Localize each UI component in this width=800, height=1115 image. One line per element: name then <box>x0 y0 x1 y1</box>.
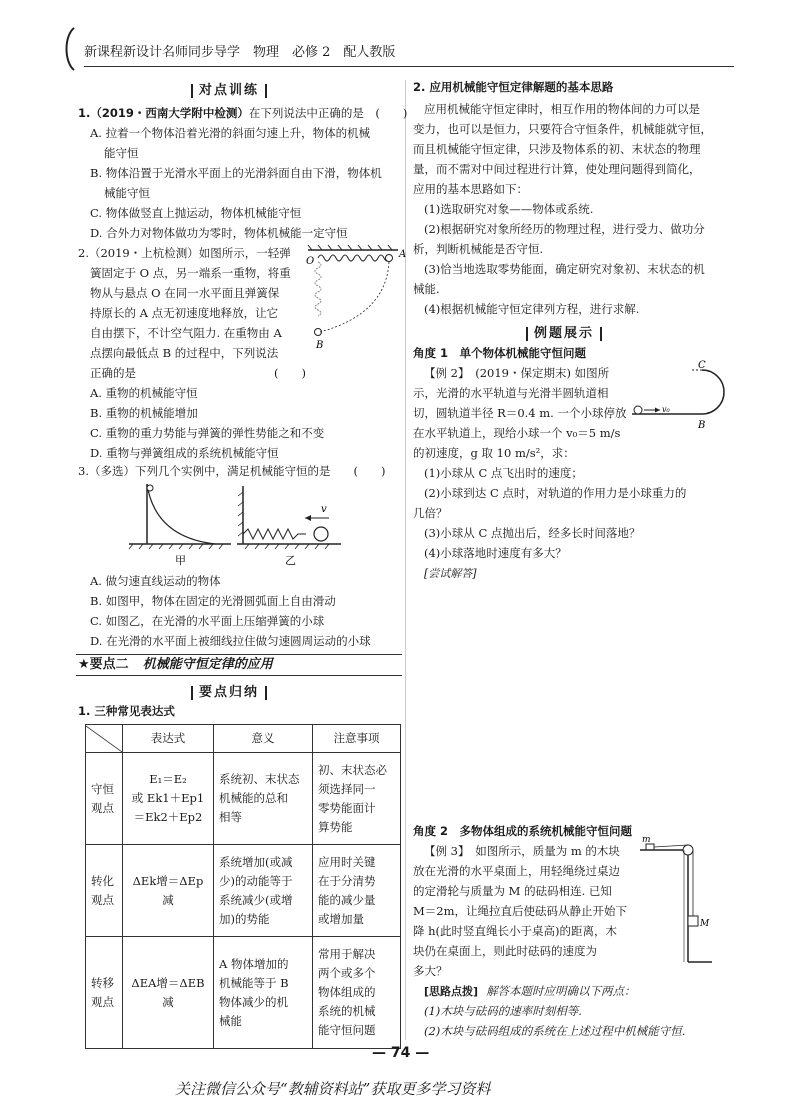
step-3-cont: 械能. <box>413 282 440 296</box>
ex3-line-3: 的定滑轮与质量为 M 的砝码相连. 已知 <box>413 884 612 898</box>
q3-label-jia: 甲 <box>175 554 186 567</box>
table-row-note: 常用于解决 两个或多个 物体组成的 系统的机械 能守恒问题 <box>313 937 401 1049</box>
expression-table <box>85 724 401 1049</box>
ex3-line-5: 降 h(此时竖直绳长小于桌高)的距离，木 <box>413 924 618 938</box>
ex2-question-2-cont: 几倍？ <box>413 506 448 520</box>
section2-title: 2. 应用机械能守恒定律解题的基本思路 <box>413 80 614 94</box>
q1-option-b-cont: 械能守恒 <box>104 186 150 200</box>
summary-heading: 要点归纳 <box>185 681 273 700</box>
table-corner-cell <box>86 725 123 753</box>
table-row-label: 转移 观点 <box>86 937 123 1049</box>
table-row-expr: E₁＝E₂ 或 Ek1＋Ep1 ＝Ek2＋Ep2 <box>123 753 214 845</box>
q1-option-b: B. 物体沿置于光滑水平面上的光滑斜面自由下滑，物体机 <box>90 166 382 180</box>
q2-line-4: 持原长的 A 点无初速度地释放，让它 <box>90 306 279 320</box>
ex3-line-1: 【例 3】 如图所示，质量为 m 的木块 <box>424 844 620 858</box>
step-4: (4)根据机械能守恒定律列方程，进行求解. <box>424 302 640 316</box>
step-2: (2)根据研究对象所经历的物理过程，进行受力、做功分 <box>424 222 705 236</box>
q2-option-d: D. 重物与弹簧组成的系统机械能守恒 <box>90 446 279 460</box>
table-row-meaning: 系统初、末状态 机械能的总和 相等 <box>214 753 313 845</box>
key-point-heading: ★要点二 机械能守恒定律的应用 <box>78 657 273 672</box>
table-row-meaning: 系统增加(或减 少)的动能等于 系统减少(或增 加)的势能 <box>214 845 313 937</box>
ex2-line-4: 在水平轨道上，现给小球一个 v₀＝5 m/s <box>413 426 621 440</box>
ex2-label-b: B <box>698 420 706 431</box>
table-row <box>86 937 401 1049</box>
q1-option-a-cont: 能守恒 <box>104 146 139 160</box>
ex3-label-m: m <box>642 836 651 845</box>
ex2-line-5: 的初速度，g 取 10 m/s²，求： <box>413 446 575 460</box>
q3-option-d: D. 在光滑的水平面上被细线拉住做匀速圆周运动的小球 <box>90 634 371 648</box>
header-bracket-icon <box>60 26 78 72</box>
q2-line-2: 簧固定于 O 点，另一端系一重物，将重 <box>90 266 291 280</box>
ex2-line-3: 切，圆轨道半径 R＝0.4 m. 一个小球停放 <box>413 406 627 420</box>
q3-option-b: B. 如图甲，物体在固定的光滑圆弧面上自由滑动 <box>90 594 336 608</box>
q1-stem: 1.（2019・西南大学附中检测）在下列说法中正确的是 ( ) <box>78 106 408 120</box>
table-row-expr: ΔEA增＝ΔEB减 <box>123 937 214 1049</box>
ex3-label-bigm: M <box>700 919 710 929</box>
para-line-3: 而且机械能守恒定律，只涉及物体系的初、末状态的物理 <box>413 142 701 156</box>
ex3-line-2: 放在光滑的水平桌面上，用轻绳绕过桌边 <box>413 864 620 878</box>
ex2-question-3: (3)小球从 C 点抛出后，经多长时间落地？ <box>424 526 641 540</box>
ex3-line-6: 块仍在桌面上，则此时砝码的速度为 <box>413 944 597 958</box>
ex3-pulley-figure <box>636 836 716 970</box>
table-header-expr: 表达式 <box>123 725 214 753</box>
table-row-label: 守恒 观点 <box>86 753 123 845</box>
q3-figure-jia <box>125 482 235 568</box>
para-line-4: 量，而不需对中间过程进行计算，使处理问题得到简化， <box>413 162 701 176</box>
ex3-line-4: M＝2m，让绳拉直后使砝码从静止开始下 <box>413 904 627 918</box>
step-1: (1)选取研究对象——物体或系统. <box>424 202 594 216</box>
three-forms-title: 1. 三种常见表达式 <box>78 704 175 718</box>
q2-option-a: A. 重物的机械能守恒 <box>90 386 198 400</box>
q3-option-c: C. 如图乙，在光滑的水平面上压缩弹簧的小球 <box>90 614 325 628</box>
table-row-label: 转化 观点 <box>86 845 123 937</box>
q2-label-a: A <box>399 249 407 260</box>
q2-line-1: 2.（2019・上杭检测）如图所示，一轻弹 <box>78 246 291 260</box>
ex2-label-c: C <box>698 360 706 371</box>
angle1-title: 角度 1 单个物体机械能守恒问题 <box>413 346 587 360</box>
ex2-question-4: (4)小球落地时速度有多大？ <box>424 546 567 560</box>
angle2-title: 角度 2 多物体组成的系统机械能守恒问题 <box>413 824 633 838</box>
q1-option-c: C. 物体做竖直上抛运动，物体机械能守恒 <box>90 206 302 220</box>
q3-label-v: v <box>321 504 327 515</box>
table-row <box>86 845 401 937</box>
q2-line-5: 自由摆下，不计空气阻力. 在重物由 A <box>90 326 282 340</box>
q3-stem: 3.（多选）下列几个实例中，满足机械能守恒的是 ( ) <box>78 464 386 478</box>
column-divider <box>405 80 406 1040</box>
q1-option-d: D. 合外力对物体做功为零时，物体机械能一定守恒 <box>90 226 348 240</box>
para-line-1: 应用机械能守恒定律时，相互作用的物体间的力可以是 <box>424 102 700 116</box>
table-row-expr: ΔEk增＝ΔEp减 <box>123 845 214 937</box>
q2-line-7: 正确的是 ( ) <box>90 366 306 380</box>
ex2-question-2: (2)小球到达 C 点时，对轨道的作用力是小球重力的 <box>424 486 687 500</box>
q2-label-o: O <box>306 256 315 267</box>
table-row-note: 初、末状态必 须选择同一 零势能面计 算势能 <box>313 753 401 845</box>
example-heading: 例题展示 <box>520 322 608 341</box>
table-header-note: 注意事项 <box>313 725 401 753</box>
q1-option-a: A. 拉着一个物体沿着光滑的斜面匀速上升，物体的机械 <box>90 126 371 140</box>
table-header-row <box>86 725 401 753</box>
page-number: — 74 — <box>372 1045 430 1061</box>
q3-option-a: A. 做匀速直线运动的物体 <box>90 574 221 588</box>
key-point-rule-bottom <box>76 675 402 676</box>
q3-label-yi: 乙 <box>285 554 296 567</box>
ex3-hint-1: (1)木块与砝码的速率时刻相等. <box>424 1004 582 1018</box>
q2-option-b: B. 重物的机械能增加 <box>90 406 198 420</box>
para-line-2: 变力，也可以是恒力，只要符合守恒条件，机械能就守恒， <box>413 122 712 136</box>
step-3: (3)恰当地选取零势能面，确定研究对象初、末状态的机 <box>424 262 705 276</box>
ex2-label-v0: v₀ <box>662 405 670 414</box>
q2-label-b: B <box>316 340 324 351</box>
table-row-meaning: A 物体增加的 机械能等于 B 物体减少的机 械能 <box>214 937 313 1049</box>
practice-heading: 对点训练 <box>185 79 273 98</box>
ex3-line-7: 多大？ <box>413 964 448 978</box>
table-row <box>86 753 401 845</box>
q2-line-3: 物从与悬点 O 在同一水平面且弹簧保 <box>90 286 280 300</box>
ex2-line-2: 示，光滑的水平轨道与光滑半圆轨道相 <box>413 386 609 400</box>
ex2-try-answer: [尝试解答] <box>424 567 477 580</box>
ex2-track-figure <box>630 360 730 434</box>
ex2-line-1: 【例 2】 (2019・保定期末) 如图所 <box>424 366 610 380</box>
para-line-5: 应用的基本思路如下： <box>413 182 528 196</box>
ex3-hint: [思路点拨] 解答本题时应明确以下两点： <box>424 984 636 998</box>
header-title: 新课程新设计名师同步导学 物理 必修 2 配人教版 <box>84 45 396 60</box>
table-row-note: 应用时关键 在于分清势 能的减少量 或增加量 <box>313 845 401 937</box>
ex3-hint-2: (2)木块与砝码组成的系统在上述过程中机械能守恒. <box>424 1024 686 1038</box>
ex2-question-1: (1)小球从 C 点飞出时的速度； <box>424 466 583 480</box>
q2-spring-figure <box>298 244 410 352</box>
table-header-meaning: 意义 <box>214 725 313 753</box>
footer-note: 关注微信公众号“教辅资料站”获取更多学习资料 <box>175 1080 491 1098</box>
step-2-cont: 析，判断机械能是否守恒. <box>413 242 544 256</box>
header-rule <box>84 66 734 67</box>
q2-line-6: 点摆向最低点 B 的过程中，下列说法 <box>90 346 279 360</box>
q3-figure-yi <box>235 482 345 568</box>
q2-option-c: C. 重物的重力势能与弹簧的弹性势能之和不变 <box>90 426 325 440</box>
